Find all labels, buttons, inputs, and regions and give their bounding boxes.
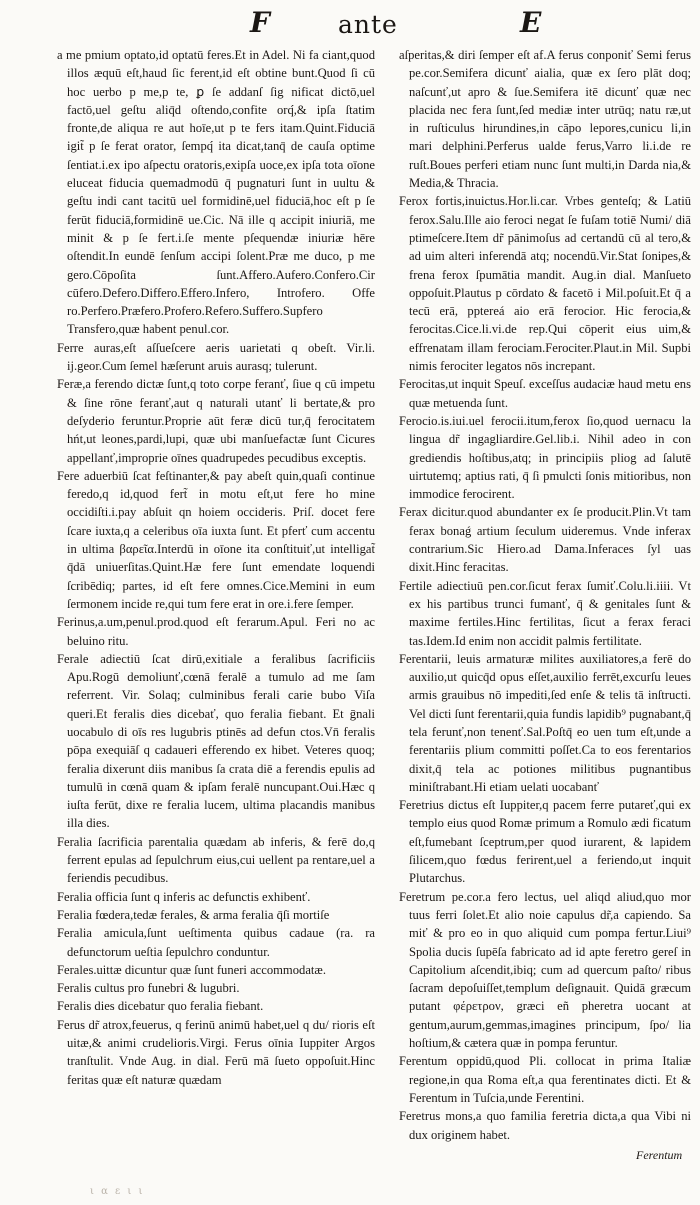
dictionary-entry: Fere aduerbiū ſcat feſtinanter,& pay abeſt quin,quaſi continue feredo,q id,quod fert̃ in motu eſt,ut fere ho mine occidiſti.i.pay abſuit qn hoiem occideris. Priſ. docet fere ſcare iuxta,q a celeribus oīa iuxta ſunt. Et pferť cum accentu in ultima βαρεῖα.Interdū in oīone ita conſtituiť,ut intelligat̃ q̄dā uniuerſitas.Quint.Hæ fere ſunt emendate loquendi ſcribēdiq; partes, id eſt fere omnes.Cice.Memini in eum ſermonem incide re,qui tum fere erat in ore.i.fere ſemper. [57, 468, 375, 611]
dictionary-entry: Ferax dicitur.quod abundanter ex ſe producit.Plin.Vt tam ferax bonaǵ artium ſeculum uideremus. Vnde inferax contrarium.Sic Hiero.ad Dama.Inferaces ſyl uas dixit.Hinc feracitas. [399, 505, 691, 575]
dictionary-entry: Feretrius dictus eſt Iuppiter,q pacem ferre putareť,qui ex templo eius quod Romæ primum a Romulo ædi ficatum eſt,fumebant ſceptrum,per quod iurarent, & lapidem ſilicem,quo fœdus ferirent,uel a feriendo,ut inquit Plutarchus. [399, 798, 691, 886]
dictionary-entry: Ferinus,a.um,penul.prod.quod eſt ferarum.Apul. Feri no ac beluino ritu. [57, 615, 375, 648]
left-column [57, 46, 375, 1089]
dictionary-entry: Feræ,a ferendo dictæ ſunt,q toto corpe feranť, ſiue q cū impetu & ſine rōne feranť,aut q naturali utanť li bertate,& pro deſyderio feruntur.Proprie aūt feræ dicū tur,q̄ ferocitatem hńt,ut leones,pardi,lupi, quæ ubi manſuefactæ ſunt Cicures appellanť,improprie oīnes quadrupedes pecudibus exceptis. [57, 377, 375, 465]
running-header [0, 6, 700, 46]
dictionary-entry: Ferentum oppidū,quod Pli. collocat in prima Italiæ regione,in qua Roma eſt,a qua ferentinates dicti. Et & Ferentum in Tuſcia,unde Ferentini. [399, 1054, 691, 1105]
dictionary-entry: Feralis dies dicebatur quo feralia fiebant. [57, 999, 264, 1014]
dictionary-entry: Ferocitas,ut inquit Speuſ. exceſſus audaciæ haud metu ens quæ metuenda ſunt. [399, 377, 691, 410]
right-column [399, 46, 691, 1144]
dictionary-entry: Ferocio.is.iui.uel ferocii.itum,ferox ſio,quod uernacu la lingua dr̃ ingagliardire.Gel.lib.i. Nihil adeo in con grediendis hoſtibus,atq; in principiis pliog ad ſalutē uirtutemq; aptius rati, q̄ ſi pmulcti ſonis mitioribus, non immodice ferocirent. [399, 413, 691, 502]
dictionary-entry: Feralia amicula,ſunt ueſtimenta quibus cadaue (ra. ra defunctorum ueſtia ſepulchro conduntur. [57, 926, 375, 959]
dictionary-entry: Fertile adiectiuū pen.cor.ſicut ferax ſumiť.Colu.li.iiii. Vt ex his partibus trunci fumanť, q̄ & genitales ſunt & maxime fertiles.Hinc fertilitas, ſicut a ferax feraci tas.Idem.Id enim non accidit palmis fertilitate. [399, 578, 691, 648]
bottom-margin-mark: ι α ε ι ι [90, 1186, 145, 1197]
dictionary-entry: Feralia fœdera,tedæ ferales, & arma feralia q̄ſi mortiſe [57, 907, 330, 922]
dictionary-entry: Ferre auras,eſt aſſueſcere aeris uarietati q obeſt. Vir.li. ij.geor.Cum ſemel hæſerunt aruis aurasq; tulerunt. [57, 340, 375, 374]
catchword: Ferentum [636, 1148, 683, 1162]
dictionary-entry: Feralis cultus pro funebri & lugubri. [57, 981, 240, 996]
dictionary-entry: Ferales.uittæ dicuntur quæ ſunt funeri accommodatæ. [57, 962, 326, 977]
dictionary-entry: aſperitas,& diri ſemper eſt af.A ferus conponiť Semi ferus pe.cor.Semifera dicunť aialia, quæ ex ſero plāt doq; naſcunť,ut apro & ſue.Semifera itē dicunť quæ nec placida nec fera ſunt,ſed mediæ inter utrūq; natu ræ,ut in ruſticulus hirundines,in cāpo lepores,cunicu li,in mari delphini.Perferus ualde ferus,Varro li.i.de re ruſt.Boues perferi etiam nunc ſunt multi,in Darda nia,& Media,& Thracia. [399, 48, 691, 191]
dictionary-entry: Feretrum pe.cor.a fero lectus, uel aliqd aliud,quo mor tuus ferri ſolet.Et alio noie capulus dr̃,a capiendo. Sa miť & pro eo in quo aliquid cum pompa fertur.Liui⁹ Spolia ducis ſupēſa fabricato ad id apte feretro gereſ in Capitolium aſcendit,ibiq; cum ad quercum paſto/ ribus ſacram depoſuiſſet,templum deſignauit. Quidā græcum putant φέρετρον, græci eñ pheretra uocant at gentum,aurum,gemmas,imagines principum, ſpo/ lia hoſtium,& cætera quæ in pompa feruntur. [399, 889, 691, 1051]
dictionary-entry: Feralia officia ſunt q inferis ac defunctis exhibenť. [57, 889, 311, 904]
dictionary-entry: Ferus dr̃ atrox,feuerus, q ferinū animū habet,uel q du/ rioris eſt uitæ,& animi crudelioris.Virgi. Ferus oīnia Iuppiter Argos tranſtulit. Vnde Aug. in dial. Ferū mā ſueto oppoſuit.Hinc feritas quæ eſt naturæ quædam [57, 1017, 375, 1087]
dictionary-entry: Ferentarii, leuis armaturæ milites auxiliatores,a ferē do auxilio,ut quicq̄d opus eſſet,auxilio ferrēt,excurſu leues armis grauibus nō impediti,ſed enſe & telis tā inſtructi. Vel dicti ſunt ferentarii,quia fundis lapidib⁹ pugnabant,q̄ tela ferunť,non tenenť.Sal.Poſtq̄ eo uen tum eſt,unde a ferentariis plium committi poſſet.Ca to eos ferentarios dixit,q̄ tela ac potiones militibus pugnantibus miniſtrabant.Hi etiam uelati uocabanť [399, 651, 691, 794]
dictionary-entry: Ferale adiectiū ſcat dirū,exitiale a feralibus ſacrificiis Apu.Rogū demoliunť,cœnā feralē a tumulo ad me ſam referrent. Vir. Solaq; culminibus ferali carie bubo Viſa queri.Et feralis dies dicebať, quo feralia fiebant. Et ḡnali uocabulo di oīs res lugubris ptinēs ad defun ctos.Vn̄ feralis pōpa exequiāſ q cadaueri efferendo ex hibet. Veteres quoq; feralia dixerunt diis manibus ſa crata diē a ferendis epulis ad tumulū in cœnā quam & ipſam feralē nuncupant.Oui.Hæc q iuſta ferūt, dixe re feralia lucem, ultima placandis manibus illa dies. [57, 651, 375, 831]
dictionary-entry: a me pmium optato,id optatū feres.Et in Adel. Ni fa ciant,quod illos æquū eſt,haud ſic ferent,id eſt obtine bunt.Quod ſi cū hoc uerbo p me,p te, ꝑ ſe addanſ ſig nificat dictō,uel factō,uel geſtu aliq̄d oſtendo,confite orq́,& ipſa ſtatim fronte,de aliqua re aut hoīe,ut p te fers itam.Quint.Fiduciā igit̃ p ſe ferat orator, ſempq́ ita dicat,tanq̄ de cauſa optime ſentiat.i.ex ipo aſpectu oratoris,exipſa uoce,ex ipſa tota oīone eluceat fiducia quemadmodū q̄ pugnaturi ſunt in uultu & geſtu indi cant tacitū uel formidinē,uel fiduciā,hoc eſt p ſe ferūt fiduciā,formidinē ue.Cic. Nā ille q accipit iniuriā, me minit & p ſe fert.i.ſe mente pſequendæ iniuriæ hēre oſtendit.In eundē ſenſum accipi ſolent.Præ me duco, p me gero.Cōpoſita ſunt.Affero.Aufero.Confero.Cir cūfero.Defero.Differo.Effero.Infero, Introfero. Offe ro.Perfero.Præfero.Profero.Refero.Suffero.Supfero Transfero,quæ habent penul.cor. [57, 48, 375, 337]
dictionary-entry: Feralia ſacrificia parentalia quædam ab inferis, & ferē do,q ferrent epulas ad ſepulchrum eius,cui uellent pa rentare,uel a feriendis pecudibus. [57, 834, 375, 886]
header-signature-right: E [520, 6, 542, 39]
dictionary-entry: Feretrus mons,a quo familia feretria dicta,a qua Vibi ni dux originem habet. [399, 1109, 691, 1142]
header-title: ante [338, 10, 398, 39]
header-signature-left: F [250, 6, 270, 39]
dictionary-entry: Ferox fortis,inuictus.Hor.li.car. Vrbes genteſq; & Latiū ferox.Salu.Ille aio feroci negat ſe fuſam totiē Numi/ diā ptimeſcere.Item dr̃ pānimoſus ad certandū cū al tero,& ad uim alteri inferendā atq; nocendū.Vir.Stat ſonipes,& frena ferox ſpumātia mandit. Aug.in dial. Manſueto oppoſuit.Plautus p cōrdato & facetō i Mil.poſuit.Et q̄ a tecū erā, pptereá aio erā ferocior. Hic ferocia,& ferocitas.Cice.li.vi.de rep.Qui cōperit eius uim,& effrenatam illam ferociam.Ferociter.Plaut.in Mil. Supbi nimis ferociter legatos nōs increpant. [399, 194, 691, 374]
